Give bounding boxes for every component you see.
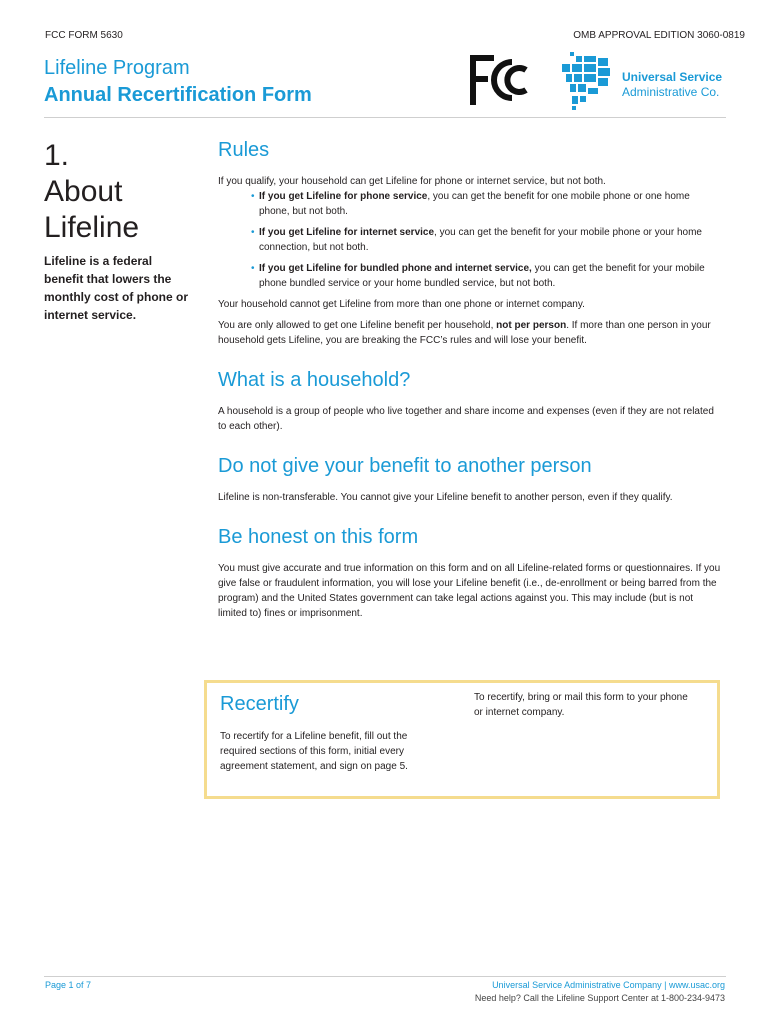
recertify-instructions: To recertify for a Lifeline benefit, fill out the required sections of this form, initial every agreement statement, and sign on page 5. bbox=[220, 731, 408, 772]
rules-bullet: • If you get Lifeline for bundled phone and internet service, you can get the benefit for your mobile phone bundled service or your home bundled service, but not both. bbox=[251, 263, 705, 289]
rules-heading: Rules bbox=[218, 139, 270, 161]
page-number: Page 1 of 7 bbox=[45, 980, 92, 990]
rules-bullet-bold: If you get Lifeline for bundled phone and internet service, bbox=[259, 263, 532, 274]
fcc-logo bbox=[468, 52, 534, 113]
rules-bullet-text: , you can get the benefit for one mobile phone or one home phone, but not both. bbox=[259, 191, 690, 217]
footer-help: Need help? Call the Lifeline Support Center at 1-800-234-9473 bbox=[474, 993, 725, 1003]
usac-line-2: Administrative Co. bbox=[622, 85, 720, 99]
omb-approval: OMB APPROVAL EDITION 3060-0819 bbox=[573, 30, 745, 41]
rules-p2-start: You are only allowed to get one Lifeline benefit per household, bbox=[218, 320, 497, 331]
household-heading: What is a household? bbox=[218, 369, 411, 391]
form-title: Annual Recertification Form bbox=[44, 84, 312, 106]
usac-wordmark bbox=[622, 70, 722, 100]
main-content bbox=[218, 138, 722, 621]
recertify-heading: Recertify bbox=[220, 693, 299, 715]
rules-bullet-bold: If you get Lifeline for phone service bbox=[259, 191, 428, 202]
program-name: Lifeline Program bbox=[44, 57, 190, 79]
section-heading bbox=[44, 138, 204, 246]
transfer-heading: Do not give your benefit to another person bbox=[218, 455, 592, 477]
header-divider bbox=[44, 117, 726, 118]
usac-line-1: Universal Service bbox=[622, 70, 723, 84]
rules-paragraph-1: Your household cannot get Lifeline from more than one phone or internet company. bbox=[218, 299, 585, 310]
recertify-box bbox=[204, 680, 720, 799]
honest-text: You must give accurate and true information on this form and on all Lifeline-related forms or questionnaires. If you give false or fraudulent information, you will lose your Lifeline benefit (i.e., de-enrollment or being barred from the program) and the United States government can take legal actions against you. This may include (but is not limited to) fines or imprisonment. bbox=[218, 563, 721, 619]
rules-paragraph-2 bbox=[218, 318, 722, 348]
rules-bullet: • If you get Lifeline for internet service, you can get the benefit for your mobile phone or your home connection, but not both. bbox=[251, 227, 702, 253]
rules-bullet-bold: If you get Lifeline for internet service bbox=[259, 227, 435, 238]
household-text: A household is a group of people who live together and share income and expenses (even if they are not related to each other). bbox=[218, 406, 714, 432]
footer-divider bbox=[44, 976, 726, 977]
rules-p2-bold: not per person bbox=[496, 320, 567, 331]
transfer-text: Lifeline is non-transferable. You cannot give your Lifeline benefit to another person, even if they qualify. bbox=[218, 492, 673, 503]
honest-heading: Be honest on this form bbox=[218, 526, 419, 548]
footer-company: Universal Service Administrative Company | www.usac.org bbox=[492, 980, 725, 990]
section-number: 1. bbox=[44, 139, 70, 172]
form-number: FCC FORM 5630 bbox=[45, 30, 123, 41]
usac-logo bbox=[560, 52, 618, 117]
rules-list bbox=[218, 189, 722, 291]
section-title-line-2: Lifeline bbox=[44, 211, 140, 244]
rules-intro: If you qualify, your household can get Lifeline for phone or internet service, but not both. bbox=[218, 176, 606, 187]
section-subtitle: Lifeline is a federal benefit that lowers the monthly cost of phone or internet service. bbox=[44, 254, 188, 322]
rules-bullet-text: , you can get the benefit for your mobile phone or your home connection, but not both. bbox=[259, 227, 702, 253]
rules-p2-end: . If more than one person in your household gets Lifeline, you are breaking the FCC’s rules and will lose your benefit. bbox=[218, 320, 711, 346]
recertify-submit-info: To recertify, bring or mail this form to your phone or internet company. bbox=[474, 692, 688, 718]
section-title-line-1: About bbox=[44, 175, 123, 208]
rules-bullet-text: you can get the benefit for your mobile phone bundled service or your home bundled service, but not both. bbox=[259, 263, 705, 289]
rules-bullet: • If you get Lifeline for phone service, you can get the benefit for one mobile phone or one home phone, but not both. bbox=[251, 191, 690, 217]
